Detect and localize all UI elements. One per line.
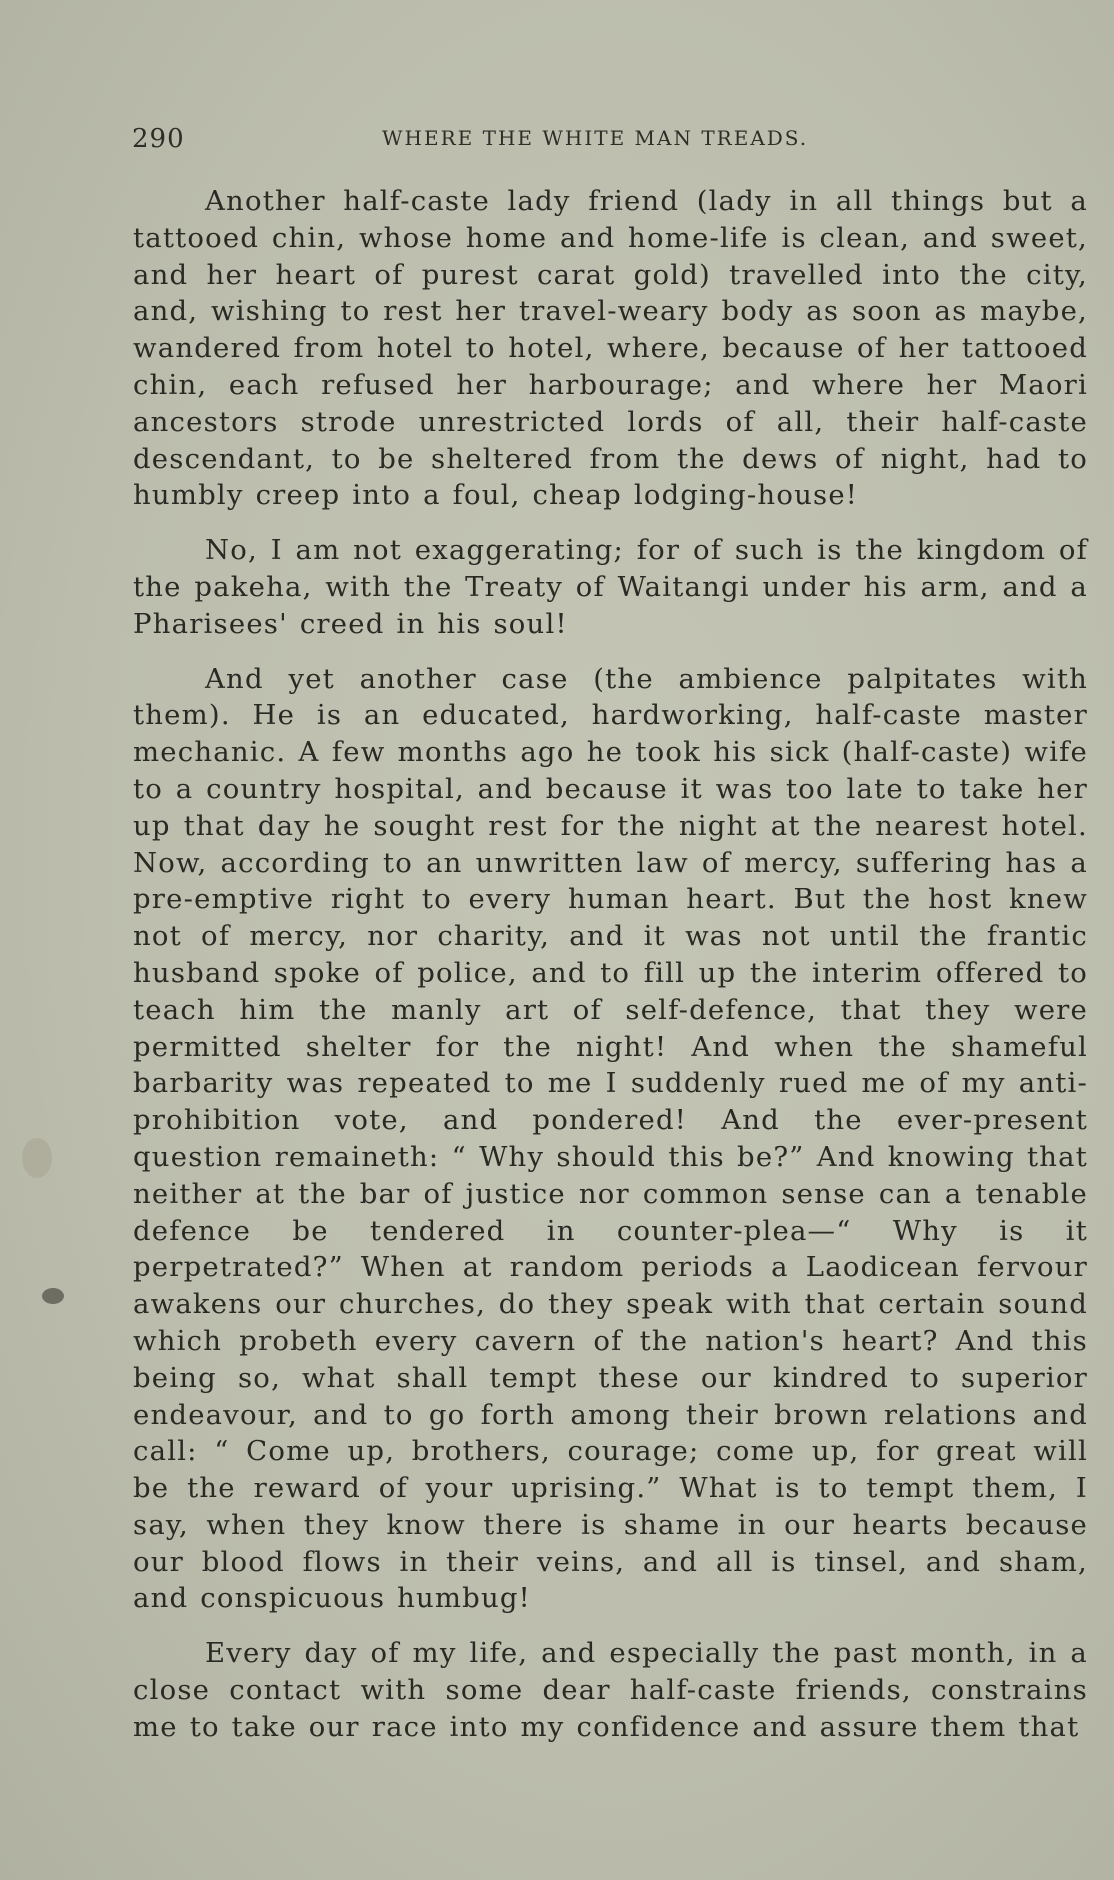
- page-number: 290: [132, 124, 185, 154]
- running-title: WHERE THE WHITE MAN TREADS.: [382, 126, 809, 150]
- paragraph-3: And yet another case (the ambience palpitates with them). He is an educated, hardworking, half-caste master mechanic. A few months ago he took his sick (half-caste) wife to a country hospital, and because it was too late to take her up that day he sought rest for the night at the nearest hotel. Now, according to an unwritten law of mercy, suffering has a pre-emptive right to every human heart. But the host knew not of mercy, nor charity, and it was not until the frantic husband spoke of police, and to fill up the interim offered to teach him the manly art of self-defence, that they were permitted shelter for the night! And when the shameful barbarity was repeated to me I suddenly rued me of my anti-prohibition vote, and pondered! And the ever-present question remaineth: “ Why should this be?” And knowing that neither at the bar of justice nor common sense can a tenable defence be tendered in counter-plea—“ Why is it perpetrated?” When at random periods a Laodicean fervour awakens our churches, do they speak with that certain sound which probeth every cavern of the nation's heart? And this being so, what shall tempt these our kindred to superior endeavour, and to go forth among their brown relations and call: “ Come up, brothers, courage; come up, for great will be the reward of your uprising.” What is to tempt them, I say, when they know there is shame in our hearts because our blood flows in their veins, and all is tinsel, and sham, and conspicuous humbug!: [133, 662, 1088, 1615]
- paper-blemish: [42, 1288, 64, 1304]
- paper-stain: [22, 1138, 52, 1178]
- paragraph-4: Every day of my life, and especially the past month, in a close contact with some dear half-caste friends, constrains me to take our race into my confidence and assure them that: [133, 1637, 1088, 1743]
- page-header: [132, 122, 1087, 162]
- body-text: [133, 183, 1088, 1764]
- paragraph-2: No, I am not exaggerating; for of such is the kingdom of the pakeha, with the Treaty of Waitangi under his arm, and a Pharisees' creed in his soul!: [133, 534, 1088, 640]
- paragraph-1: Another half-caste lady friend (lady in all things but a tattooed chin, whose home and home-life is clean, and sweet, and her heart of purest carat gold) travelled into the city, and, wishing to rest her travel-weary body as soon as maybe, wandered from hotel to hotel, where, because of her tattooed chin, each refused her harbourage; and where her Maori ancestors strode unrestricted lords of all, their half-caste descendant, to be sheltered from the dews of night, had to humbly creep into a foul, cheap lodging-house!: [133, 185, 1088, 512]
